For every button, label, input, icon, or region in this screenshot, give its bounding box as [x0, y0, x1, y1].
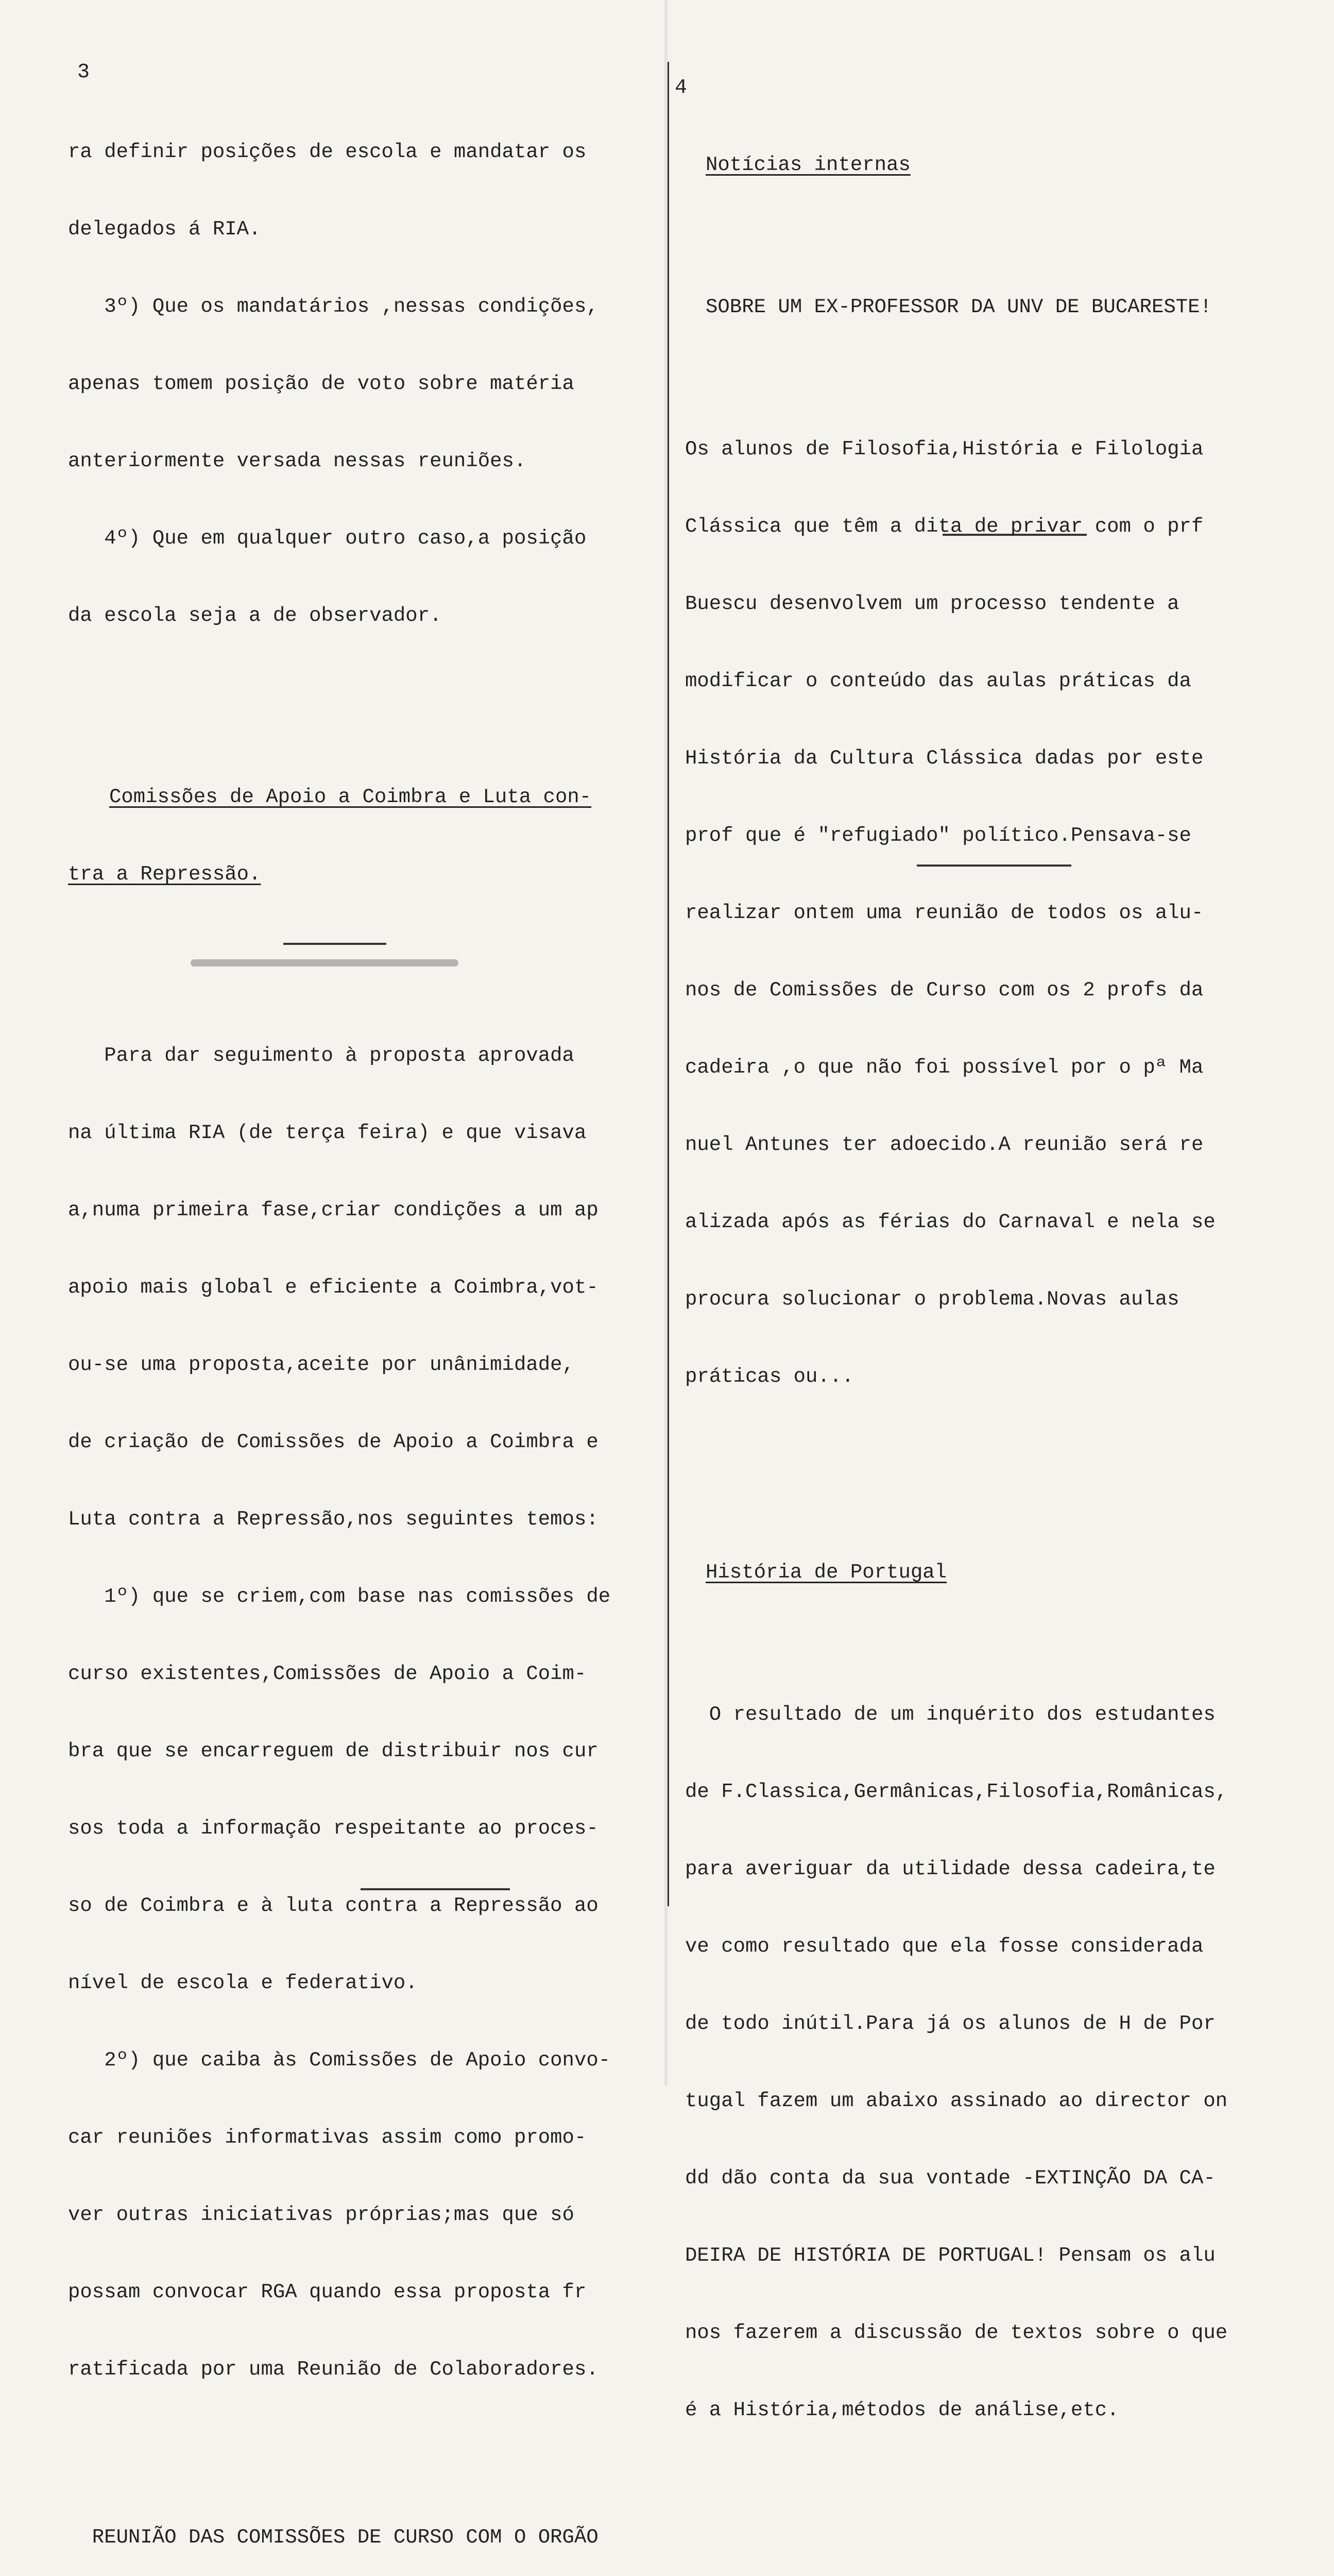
- text-line: Clássica que têm a dita de privar com o prf: [685, 515, 1204, 538]
- text-line: de todo inútil.Para já os alunos de H de Por: [685, 2012, 1216, 2035]
- text-line: práticas ou...: [685, 1365, 854, 1388]
- text-line: REUNIÃO DAS COMISSÕES DE CURSO COM O ORGÃO: [68, 2526, 598, 2549]
- text-line: a,numa primeira fase,criar condições a um ap: [68, 1199, 598, 1222]
- text-line: 4º) Que em qualquer outro caso,a posição: [68, 527, 587, 550]
- section-heading: Notícias internas: [706, 154, 911, 176]
- page-number-left: 3: [77, 61, 90, 84]
- column-divider: [668, 62, 669, 1906]
- text-line: Luta contra a Repressão,nos seguintes temos:: [68, 1508, 598, 1531]
- text-line: O resultado de um inquérito dos estudantes: [685, 1703, 1216, 1726]
- text-line: tugal fazem um abaixo assinado ao director on: [685, 2090, 1228, 2112]
- text-line: ou-se uma proposta,aceite por unânimidade,: [68, 1353, 574, 1376]
- text-line: nuel Antunes ter adoecido.A reunião será re: [685, 1133, 1204, 1156]
- text-line: procura solucionar o problema.Novas aulas: [685, 1288, 1179, 1311]
- text-line: nível de escola e federativo.: [68, 1972, 418, 1994]
- text-line: nos fazerem a discussão de textos sobre o que: [685, 2321, 1228, 2344]
- text-line: Buescu desenvolvem um processo tendente a: [685, 592, 1179, 615]
- text-line: de criação de Comissões de Apoio a Coimbra e: [68, 1431, 598, 1453]
- text-line: apenas tomem posição de voto sobre matéria: [68, 372, 574, 395]
- right-column: [685, 100, 1303, 2576]
- text-line: DEIRA DE HISTÓRIA DE PORTUGAL! Pensam os alu: [685, 2244, 1216, 2267]
- text-line: car reuniões informativas assim como promo-: [68, 2126, 587, 2149]
- text-line: 2º) que caiba às Comissões de Apoio convo-: [68, 2049, 611, 2072]
- text-line: nos de Comissões de Curso com os 2 profs da: [685, 979, 1204, 1002]
- text-line: ve como resultado que ela fosse considerada: [685, 1935, 1204, 1958]
- text-line: Os alunos de Filosofia,História e Filologia: [685, 438, 1204, 461]
- text-line: Para dar seguimento à proposta aprovada: [68, 1044, 574, 1067]
- text-line: ratificada por uma Reunião de Colaboradores.: [68, 2358, 598, 2381]
- left-column: [68, 88, 660, 2576]
- section-heading: tra a Repressão.: [68, 863, 261, 886]
- text-line: prof que é "refugiado" político.Pensava-se: [685, 824, 1191, 847]
- text-line: cadeira ,o que não foi possível por o pª Ma: [685, 1056, 1204, 1079]
- text-line: História da Cultura Clássica dadas por este: [685, 747, 1204, 770]
- text-line: dd dão conta da sua vontade -EXTINÇÃO DA CA-: [685, 2167, 1216, 2190]
- text-line: so de Coimbra e à luta contra a Repressão ao: [68, 1894, 598, 1917]
- text-line: 3º) Que os mandatários ,nessas condições,: [68, 295, 598, 318]
- text-line: anteriormente versada nessas reuniões.: [68, 450, 526, 472]
- separator-rule: [283, 943, 386, 945]
- text-line: curso existentes,Comissões de Apoio a Coim-: [68, 1663, 587, 1685]
- section-heading: História de Portugal: [706, 1561, 947, 1584]
- text-line: apoio mais global e eficiente a Coimbra,vot-: [68, 1276, 598, 1299]
- text-line: ver outras iniciativas próprias;mas que só: [68, 2204, 574, 2226]
- text-line: sos toda a informação respeitante ao proces-: [68, 1817, 598, 1840]
- text-line: possam convocar RGA quando essa proposta fr: [68, 2281, 587, 2303]
- section-heading: Comissões de Apoio a Coimbra e Luta con-: [109, 786, 592, 808]
- text-line: delegados á RIA.: [68, 218, 261, 241]
- text-line: da escola seja a de observador.: [68, 604, 442, 627]
- text-line: bra que se encarreguem de distribuir nos cur: [68, 1740, 598, 1762]
- text-line: na última RIA (de terça feira) e que visava: [68, 1122, 587, 1144]
- text-line: 1º) que se criem,com base nas comissões de: [68, 1585, 611, 1608]
- text-line: é a História,métodos de análise,etc.: [685, 2399, 1119, 2421]
- text-line: para averiguar da utilidade dessa cadeira,te: [685, 1858, 1216, 1880]
- ink-smudge: [191, 959, 458, 967]
- text-line: alizada após as férias do Carnaval e nela se: [685, 1211, 1216, 1233]
- text-line: de F.Classica,Germânicas,Filosofia,Românicas,: [685, 1781, 1228, 1803]
- page-number-right: 4: [675, 76, 688, 99]
- text-line: modificar o conteúdo das aulas práticas da: [685, 670, 1191, 692]
- text-line: realizar ontem uma reunião de todos os alu-: [685, 902, 1204, 924]
- text-line: ra definir posições de escola e mandatar os: [68, 141, 587, 163]
- article-title: SOBRE UM EX-PROFESSOR DA UNV DE BUCARESTE!: [706, 296, 1212, 318]
- separator-rule: [361, 1888, 510, 1890]
